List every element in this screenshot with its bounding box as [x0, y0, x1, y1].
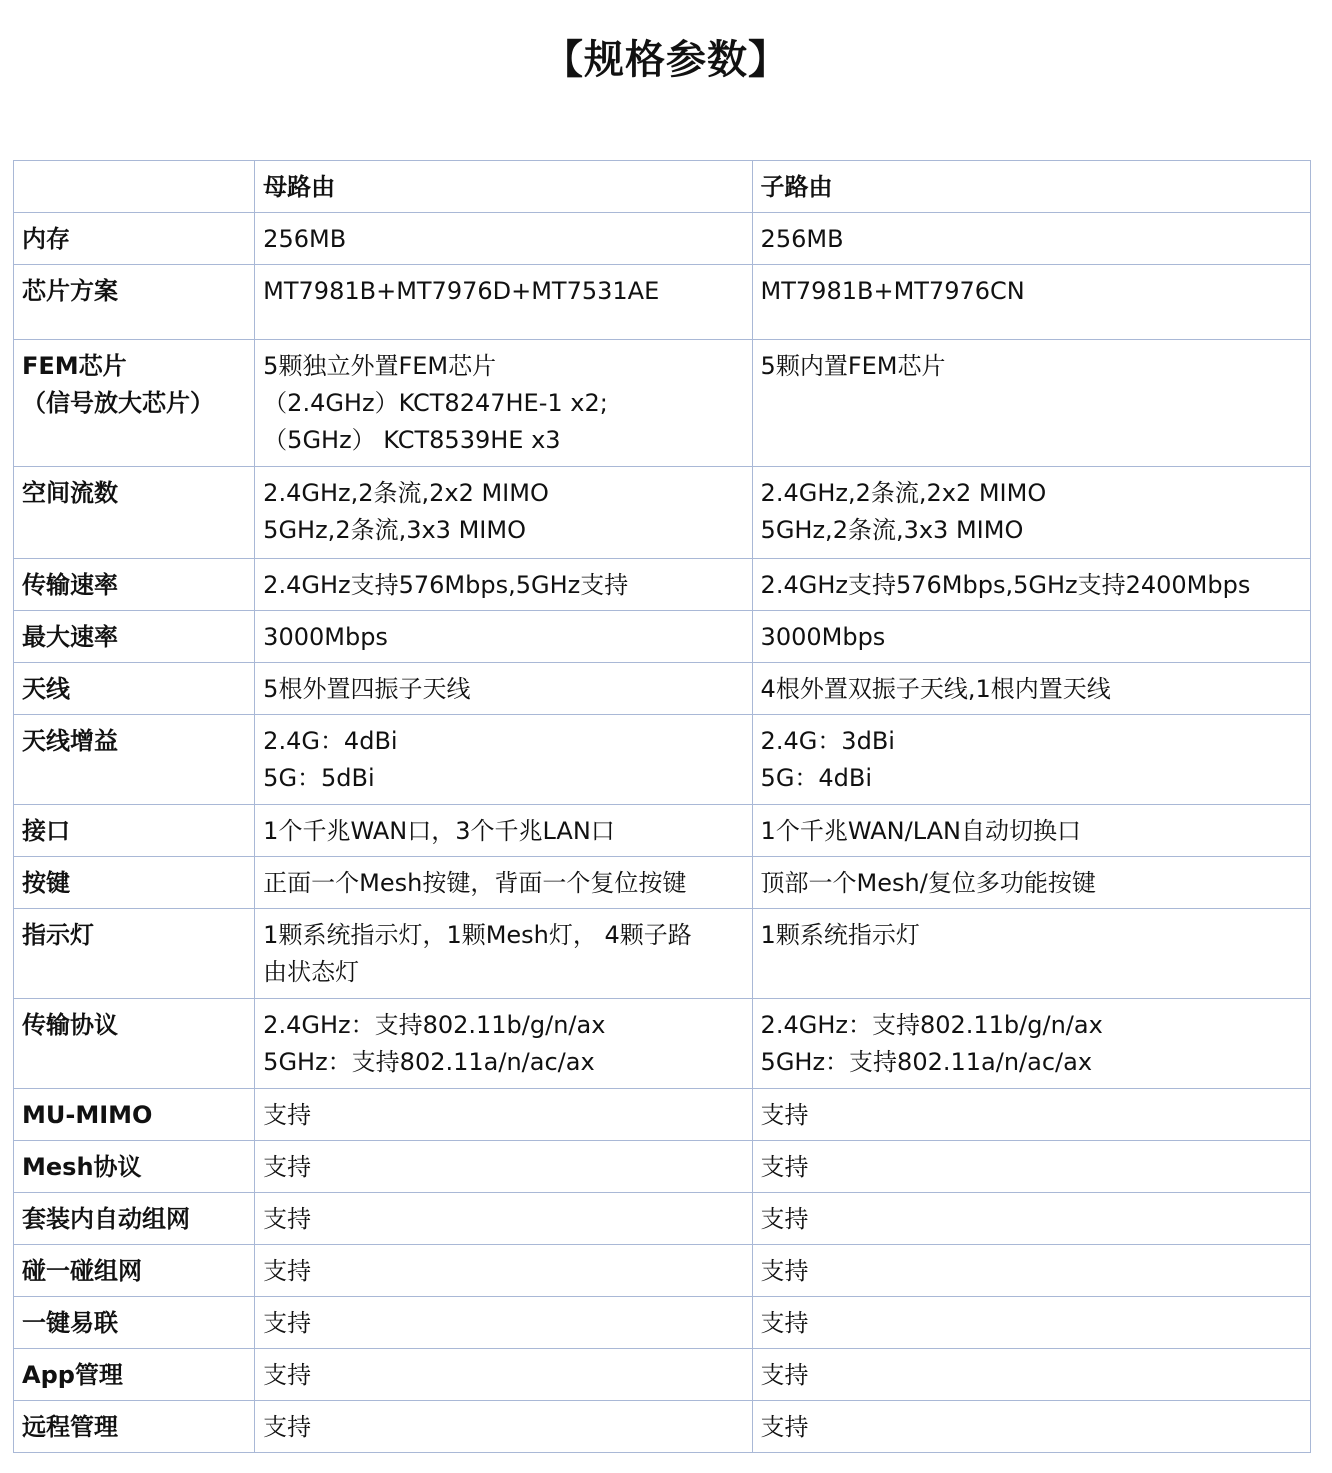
- row-label-cell: [14, 1401, 255, 1453]
- table-row: [14, 909, 1311, 999]
- cell-text-line: （2.4GHz）KCT8247HE-1 x2;: [263, 389, 608, 417]
- table-row: [14, 857, 1311, 909]
- cell-text-line: 支持: [263, 1309, 312, 1337]
- cell-text-line: 3000Mbps: [760, 623, 886, 651]
- cell-text-line: 最大速率: [22, 623, 118, 651]
- row-label-cell: [14, 909, 255, 999]
- cell-text-line: 支持: [263, 1413, 312, 1441]
- row-label-cell: [14, 340, 255, 467]
- cell-text-line: 碰一碰组网: [22, 1257, 142, 1285]
- cell-text-line: MU-MIMO: [22, 1101, 153, 1129]
- table-row: [14, 265, 1311, 340]
- cell-text-line: （信号放大芯片）: [22, 389, 214, 417]
- cell-text-line: App管理: [22, 1361, 123, 1389]
- cell-text-line: 2.4GHz,2条流,2x2 MIMO: [760, 479, 1047, 507]
- main-router-cell: [255, 909, 752, 999]
- cell-text-line: 正面一个Mesh按键，背面一个复位按键: [263, 869, 687, 897]
- sub-router-cell: [752, 467, 1310, 559]
- cell-text-line: 5根外置四振子天线: [263, 675, 471, 703]
- sub-router-cell: [752, 857, 1310, 909]
- sub-router-cell: [752, 663, 1310, 715]
- row-label-cell: [14, 611, 255, 663]
- cell-text-line: 4根外置双振子天线,1根内置天线: [760, 675, 1111, 703]
- cell-text-line: 5GHz,2条流,3x3 MIMO: [760, 516, 1024, 544]
- sub-router-cell: [752, 1297, 1310, 1349]
- cell-text-line: 2.4G：3dBi: [760, 727, 895, 755]
- cell-text-line: 支持: [760, 1413, 809, 1441]
- table-row: [14, 559, 1311, 611]
- table-row: [14, 715, 1311, 805]
- sub-router-cell: [752, 999, 1310, 1089]
- cell-text-line: 5G：4dBi: [760, 764, 873, 792]
- table-row: [14, 1193, 1311, 1245]
- cell-text-line: 支持: [760, 1101, 809, 1129]
- cell-text-line: （5GHz） KCT8539HE x3: [263, 426, 561, 454]
- cell-text-line: 5GHz：支持802.11a/n/ac/ax: [760, 1048, 1093, 1076]
- header-cell-label: [14, 161, 255, 213]
- header-cell-main-router: 母路由: [255, 161, 752, 213]
- main-router-cell: [255, 213, 752, 265]
- table-row: [14, 999, 1311, 1089]
- sub-router-cell: [752, 213, 1310, 265]
- cell-text-line: 256MB: [760, 225, 844, 253]
- table-row: [14, 1089, 1311, 1141]
- cell-text-line: 5颗内置FEM芯片: [760, 352, 946, 380]
- row-label-cell: [14, 559, 255, 611]
- main-router-cell: [255, 1401, 752, 1453]
- main-router-cell: [255, 1089, 752, 1141]
- cell-text-line: 指示灯: [22, 921, 94, 949]
- cell-text-line: 一键易联: [22, 1309, 118, 1337]
- cell-text-line: 支持: [760, 1309, 809, 1337]
- table-row: [14, 213, 1311, 265]
- row-label-cell: [14, 213, 255, 265]
- cell-text-line: MT7981B+MT7976D+MT7531AE: [263, 277, 660, 305]
- table-row: [14, 467, 1311, 559]
- cell-text-line: 支持: [760, 1153, 809, 1181]
- cell-text-line: 支持: [263, 1257, 312, 1285]
- table-row: [14, 1349, 1311, 1401]
- sub-router-cell: [752, 340, 1310, 467]
- sub-router-cell: [752, 1245, 1310, 1297]
- cell-text-line: 内存: [22, 225, 70, 253]
- table-row: [14, 1401, 1311, 1453]
- sub-router-cell: [752, 715, 1310, 805]
- cell-text-line: 2.4GHz：支持802.11b/g/n/ax: [263, 1011, 606, 1039]
- cell-text-line: 由状态灯: [263, 958, 360, 986]
- sub-router-cell: [752, 805, 1310, 857]
- cell-text-line: 256MB: [263, 225, 347, 253]
- cell-text-line: 2.4GHz：支持802.11b/g/n/ax: [760, 1011, 1103, 1039]
- row-label-cell: [14, 805, 255, 857]
- table-header-row: [14, 161, 1311, 213]
- row-label-cell: [14, 1193, 255, 1245]
- cell-text-line: 5GHz：支持802.11a/n/ac/ax: [263, 1048, 595, 1076]
- cell-text-line: 芯片方案: [22, 277, 118, 305]
- main-router-cell: [255, 1141, 752, 1193]
- main-router-cell: [255, 265, 752, 340]
- cell-text-line: 接口: [22, 817, 70, 845]
- cell-text-line: 支持: [760, 1205, 809, 1233]
- cell-text-line: 3000Mbps: [263, 623, 388, 651]
- main-router-cell: [255, 340, 752, 467]
- table-row: [14, 663, 1311, 715]
- main-router-cell: [255, 467, 752, 559]
- main-router-cell: [255, 1245, 752, 1297]
- cell-text-line: 传输协议: [22, 1011, 118, 1039]
- cell-text-line: 2.4GHz支持576Mbps,5GHz支持: [263, 571, 629, 599]
- table-row: [14, 1141, 1311, 1193]
- cell-text-line: 支持: [263, 1101, 312, 1129]
- cell-text-line: 1个千兆WAN/LAN自动切换口: [760, 817, 1081, 845]
- spec-table: [13, 160, 1311, 1453]
- row-label-cell: [14, 467, 255, 559]
- cell-text-line: 1颗系统指示灯，1颗Mesh灯， 4颗子路: [263, 921, 692, 949]
- cell-text-line: 天线增益: [22, 727, 118, 755]
- cell-text-line: 2.4G：4dBi: [263, 727, 398, 755]
- cell-text-line: 按键: [22, 869, 70, 897]
- main-router-cell: [255, 857, 752, 909]
- main-router-cell: [255, 559, 752, 611]
- cell-text-line: 空间流数: [22, 479, 118, 507]
- cell-text-line: 1颗系统指示灯: [760, 921, 920, 949]
- cell-text-line: 支持: [263, 1361, 312, 1389]
- header-cell-sub-router: 子路由: [752, 161, 1310, 213]
- cell-text-line: 5GHz,2条流,3x3 MIMO: [263, 516, 526, 544]
- sub-router-cell: [752, 1089, 1310, 1141]
- row-label-cell: [14, 715, 255, 805]
- main-router-cell: [255, 805, 752, 857]
- cell-text-line: 传输速率: [22, 571, 118, 599]
- sub-router-cell: [752, 1349, 1310, 1401]
- cell-text-line: 支持: [760, 1361, 809, 1389]
- sub-router-cell: [752, 1141, 1310, 1193]
- cell-text-line: 5G：5dBi: [263, 764, 375, 792]
- main-router-cell: [255, 611, 752, 663]
- main-router-cell: [255, 1349, 752, 1401]
- table-row: [14, 1297, 1311, 1349]
- row-label-cell: [14, 265, 255, 340]
- cell-text-line: Mesh协议: [22, 1153, 142, 1181]
- main-router-cell: [255, 1297, 752, 1349]
- cell-text-line: MT7981B+MT7976CN: [760, 277, 1025, 305]
- main-router-cell: [255, 715, 752, 805]
- main-router-cell: [255, 1193, 752, 1245]
- cell-text-line: 1个千兆WAN口，3个千兆LAN口: [263, 817, 615, 845]
- row-label-cell: [14, 663, 255, 715]
- sub-router-cell: [752, 559, 1310, 611]
- cell-text-line: 5颗独立外置FEM芯片: [263, 352, 497, 380]
- sub-router-cell: [752, 1401, 1310, 1453]
- table-row: [14, 340, 1311, 467]
- cell-text-line: FEM芯片: [22, 352, 127, 380]
- sub-router-cell: [752, 265, 1310, 340]
- table-row: [14, 611, 1311, 663]
- cell-text-line: 支持: [263, 1153, 312, 1181]
- sub-router-cell: [752, 611, 1310, 663]
- main-router-cell: [255, 663, 752, 715]
- sub-router-cell: [752, 1193, 1310, 1245]
- row-label-cell: [14, 1141, 255, 1193]
- row-label-cell: [14, 1297, 255, 1349]
- row-label-cell: [14, 1245, 255, 1297]
- cell-text-line: 远程管理: [22, 1413, 118, 1441]
- cell-text-line: 2.4GHz,2条流,2x2 MIMO: [263, 479, 549, 507]
- cell-text-line: 2.4GHz支持576Mbps,5GHz支持2400Mbps: [760, 571, 1251, 599]
- row-label-cell: [14, 1349, 255, 1401]
- cell-text-line: 支持: [760, 1257, 809, 1285]
- row-label-cell: [14, 857, 255, 909]
- sub-router-cell: [752, 909, 1310, 999]
- cell-text-line: 顶部一个Mesh/复位多功能按键: [760, 869, 1096, 897]
- table-row: [14, 1245, 1311, 1297]
- main-router-cell: [255, 999, 752, 1089]
- row-label-cell: [14, 1089, 255, 1141]
- page-title: 【规格参数】: [543, 37, 789, 83]
- table-row: [14, 805, 1311, 857]
- cell-text-line: 套装内自动组网: [22, 1205, 190, 1233]
- row-label-cell: [14, 999, 255, 1089]
- cell-text-line: 天线: [22, 675, 70, 703]
- cell-text-line: 支持: [263, 1205, 312, 1233]
